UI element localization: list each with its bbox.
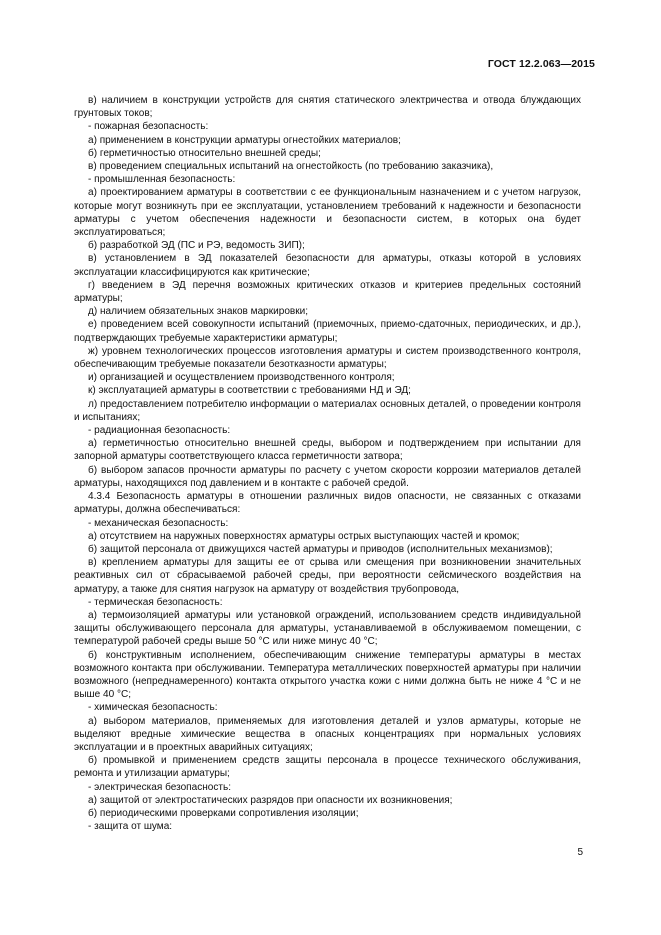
paragraph: г) введением в ЭД перечня возможных критических отказов и критериев предельных состояний арматуры;	[74, 279, 581, 305]
paragraph: и) организацией и осуществлением производственного контроля;	[88, 372, 395, 384]
section-heading: - термическая безопасность:	[88, 596, 223, 608]
paragraph: б) защитой персонала от движущихся частей арматуры и приводов (исполнительных механизмов);	[88, 543, 553, 555]
paragraph: в) установлением в ЭД показателей безопасности для арматуры, отказы которой в условиях эксплуатации классифицируются как критические;	[74, 253, 581, 278]
paragraph: б) промывкой и применением средств защиты персонала в процессе технического обслуживания, ремонта и утилизации арматуры;	[74, 755, 581, 780]
paragraph: а) термоизоляцией арматуры или установкой ограждений, использованием средств индивидуальной защиты обслуживающего персонала для арматуры, устанавливаемой в обслуживаемом помещении, с температурой рабочей среды выше 50 °С или ниже минус 40 °С;	[74, 609, 581, 648]
paragraph: в) проведением специальных испытаний на огнестойкость (по требованию заказчика),	[88, 161, 494, 173]
paragraph: к) эксплуатацией арматуры в соответствии с требованиями НД и ЭД;	[88, 385, 411, 397]
paragraph: а) выбором материалов, применяемых для изготовления деталей и узлов арматуры, которые не выделяют вредные химические вещества в опасных концентрациях при нормальных условиях эксплуатации и в проектных аварийных ситуациях;	[74, 715, 581, 753]
section-heading: - защита от шума:	[88, 821, 173, 833]
paragraph: а) герметичностью относительно внешней среды, выбором и подтверждением при испытании для запорной арматуры соответствующего класса герметичности затвора;	[74, 438, 581, 463]
section-heading: - механическая безопасность:	[88, 517, 229, 529]
paragraph: а) отсутствием на наружных поверхностях арматуры острых выступающих частей и кромок;	[88, 530, 520, 542]
paragraph: л) предоставлением потребителю информации о материалах основных деталей, о проведении контроля и испытаниях;	[74, 398, 581, 423]
document-code-header: ГОСТ 12.2.063—2015	[487, 58, 595, 70]
paragraph: ж) уровнем технологических процессов изготовления арматуры и систем производственного контроля, обеспечивающим требуемые показатели безотказности арматуры;	[74, 345, 581, 371]
document-body	[74, 94, 581, 833]
section-heading: - электрическая безопасность:	[88, 781, 232, 793]
clause-paragraph: 4.3.4 Безопасность арматуры в отношении различных видов опасности, не связанных с отказами арматуры, должна обеспечиваться:	[74, 491, 581, 516]
paragraph: б) периодическими проверками сопротивления изоляции;	[88, 807, 359, 819]
paragraph: б) герметичностью относительно внешней среды;	[88, 147, 321, 159]
section-heading: - химическая безопасность:	[88, 702, 218, 714]
paragraph: в) креплением арматуры для защиты ее от срыва или смещения при возникновении значительных реактивных сил от сбрасываемой рабочей среды, при вероятности сейсмического воздействия на арматуру, а также для снятия нагрузок на арматуру от воздействия трубопровода,	[74, 557, 581, 595]
paragraph: б) выбором запасов прочности арматуры по расчету с учетом скорости коррозии материалов деталей арматуры, находящихся под давлением и в контакте с рабочей средой.	[74, 464, 581, 489]
section-heading: - радиационная безопасность:	[88, 425, 231, 437]
paragraph: а) защитой от электростатических разрядов при опасности их возникновения;	[88, 794, 453, 806]
page-number: 5	[577, 847, 583, 858]
paragraph: д) наличием обязательных знаков маркировки;	[88, 306, 309, 318]
paragraph: е) проведением всей совокупности испытаний (приемочных, приемо-сдаточных, периодических, и др.), подтверждающих требуемые характеристики арматуры;	[74, 319, 581, 344]
section-heading: - пожарная безопасность:	[88, 121, 209, 133]
paragraph: а) применением в конструкции арматуры огнестойких материалов;	[88, 134, 401, 146]
paragraph: б) разработкой ЭД (ПС и РЭ, ведомость ЗИП);	[88, 240, 305, 252]
paragraph: б) конструктивным исполнением, обеспечивающим снижение температуры арматуры в местах возможного контакта при обслуживании. Температура металлических поверхностей арматуры при наличии возможного (непреднамеренного) контакта открытого участка кожи с ними должна быть не ниже 4 °С и не выше 40 °С;	[74, 649, 581, 701]
paragraph: а) проектированием арматуры в соответствии с ее функциональным назначением и с учетом нагрузок, которые могут возникнуть при ее эксплуатации, установлением требований к надежности и безопасности арматуры с учетом обеспечения надежности и безопасности систем, в которых она будет эксплуатироваться;	[74, 187, 581, 239]
paragraph: в) наличием в конструкции устройств для снятия статического электричества и отвода блуждающих грунтовых токов;	[74, 95, 581, 120]
section-heading: - промышленная безопасность:	[88, 174, 236, 186]
